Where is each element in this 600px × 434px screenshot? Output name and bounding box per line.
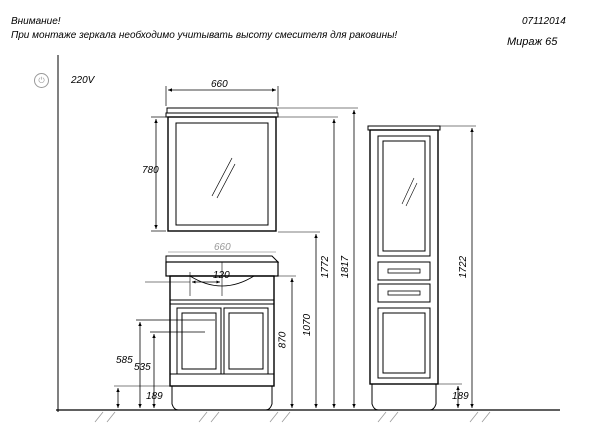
- mirror-top-1772-label: 1772: [320, 255, 332, 279]
- drain-535-label: 535: [134, 362, 151, 373]
- voltage-label: 220V: [71, 75, 95, 86]
- mirror-height-label: 780: [142, 165, 159, 176]
- column-height-1722-label: 1722: [458, 255, 470, 279]
- document-code: 07112014: [522, 16, 566, 27]
- mirror: [166, 108, 278, 231]
- vanity-width-label: 660: [214, 242, 231, 253]
- electric-outlet-icon: ⏻: [34, 73, 49, 88]
- mirror-width-label: 660: [211, 79, 228, 90]
- leg-height-right-label: 189: [452, 391, 469, 402]
- vanity-height-1070-label: 1070: [302, 313, 314, 337]
- leg-height-left-label: 189: [146, 391, 163, 402]
- faucet-offset-label: 120: [213, 270, 230, 281]
- warning-text: При монтаже зеркала необходимо учитывать высоту смесителя для раковины!: [11, 30, 398, 41]
- drain-585-label: 585: [116, 355, 133, 366]
- vanity-height-870-label: 870: [277, 331, 289, 349]
- warning-title: Внимание!: [11, 16, 61, 27]
- floor-hatching: [95, 412, 490, 422]
- model-name: Мираж 65: [507, 36, 558, 48]
- mirror-overall-1817-label: 1817: [340, 255, 352, 279]
- tall-cabinet: [368, 126, 440, 410]
